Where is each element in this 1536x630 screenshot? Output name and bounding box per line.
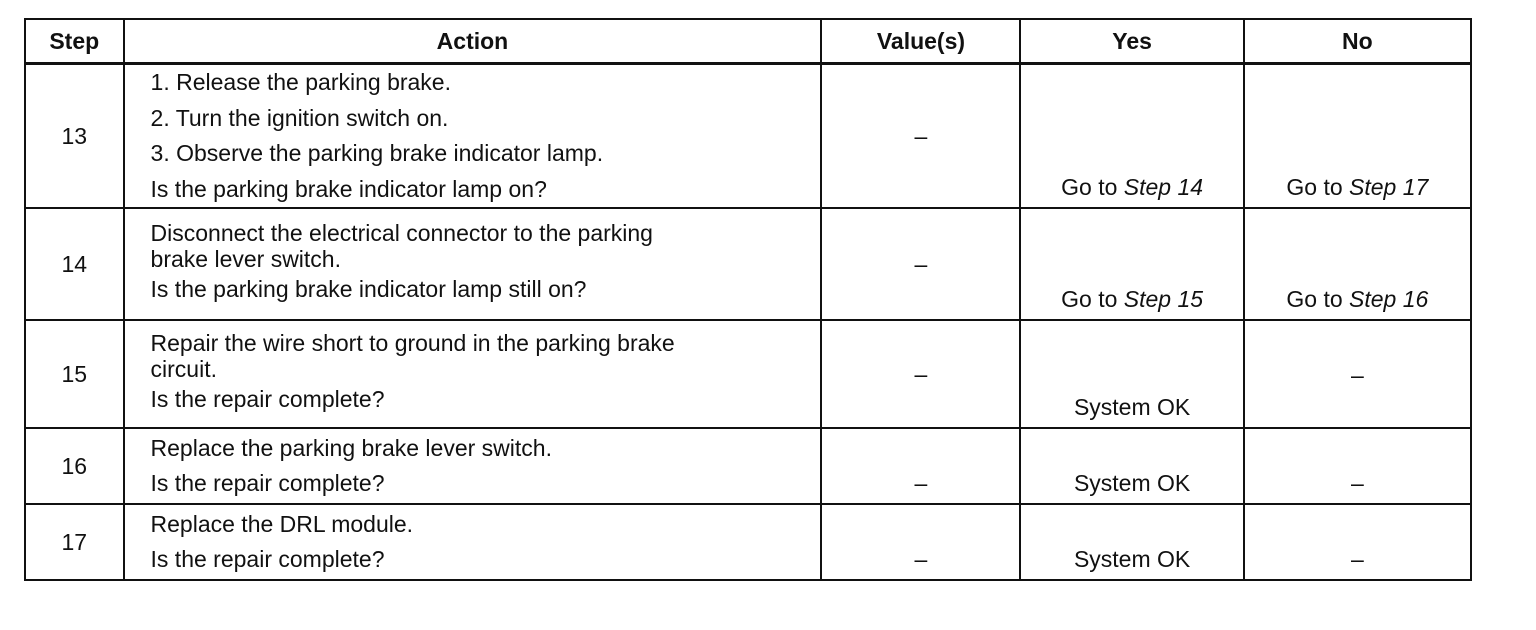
- yes-prefix: Go to: [1061, 174, 1124, 200]
- no-prefix: Go to: [1286, 286, 1350, 312]
- no-cell: –: [1244, 504, 1471, 580]
- value-cell: –: [821, 64, 1020, 209]
- action-cell: [124, 208, 822, 320]
- header-action: Action: [124, 19, 822, 64]
- action-line: Is the repair complete?: [150, 386, 385, 413]
- action-line: Is the parking brake indicator lamp still on?: [150, 276, 587, 303]
- step-number: 14: [25, 208, 124, 320]
- value-cell: –: [821, 428, 1020, 504]
- yes-cell: System OK: [1020, 320, 1243, 428]
- action-cell: [124, 504, 822, 580]
- action-line: Replace the parking brake lever switch.: [150, 434, 552, 461]
- step-number: 17: [25, 504, 124, 580]
- table-row-step-13: [25, 64, 1471, 209]
- no-cell: [1244, 64, 1471, 209]
- value-cell: –: [821, 320, 1020, 428]
- no-cell: [1244, 208, 1471, 320]
- action-line: Is the repair complete?: [150, 470, 385, 496]
- table-row-step-14: [25, 208, 1471, 320]
- step-number: 15: [25, 320, 124, 428]
- action-line: circuit.: [150, 356, 217, 383]
- action-line: 1. Release the parking brake.: [150, 69, 451, 95]
- action-cell: [124, 320, 822, 428]
- header-step: Step: [25, 19, 124, 64]
- action-cell: [124, 428, 822, 504]
- table-row-step-15: [25, 320, 1471, 428]
- step-number: 16: [25, 428, 124, 504]
- yes-cell: [1020, 64, 1243, 209]
- no-step-ref: Step 17: [1349, 174, 1429, 200]
- yes-cell: System OK: [1020, 428, 1243, 504]
- no-prefix: Go to: [1286, 174, 1350, 200]
- action-line: Is the parking brake indicator lamp on?: [150, 175, 547, 202]
- yes-cell: System OK: [1020, 504, 1243, 580]
- action-line: 2. Turn the ignition switch on.: [150, 104, 449, 131]
- yes-step-ref: Step 14: [1123, 174, 1204, 200]
- header-yes: Yes: [1020, 19, 1243, 64]
- no-step-ref: Step 16: [1349, 286, 1429, 312]
- yes-step-ref: Step 15: [1123, 286, 1204, 312]
- action-line: brake lever switch.: [150, 246, 341, 273]
- diagnostic-table: [24, 18, 1472, 581]
- action-line: Is the repair complete?: [150, 546, 385, 572]
- yes-prefix: Go to: [1061, 286, 1124, 312]
- action-line: 3. Observe the parking brake indicator lamp.: [150, 140, 604, 166]
- no-cell: –: [1244, 320, 1471, 428]
- no-cell: –: [1244, 428, 1471, 504]
- table-row-step-16: [25, 428, 1471, 504]
- yes-cell: [1020, 208, 1243, 320]
- header-values: Value(s): [821, 19, 1020, 64]
- action-line: Disconnect the electrical connector to the parking: [150, 220, 653, 247]
- action-line: Replace the DRL module.: [150, 510, 414, 537]
- table-row-step-17: [25, 504, 1471, 580]
- action-line: Repair the wire short to ground in the parking brake: [150, 330, 675, 357]
- step-number: 13: [25, 64, 124, 209]
- header-no: No: [1244, 19, 1471, 64]
- action-cell: [124, 64, 822, 209]
- value-cell: –: [821, 208, 1020, 320]
- table-header-row: [25, 19, 1471, 64]
- value-cell: –: [821, 504, 1020, 580]
